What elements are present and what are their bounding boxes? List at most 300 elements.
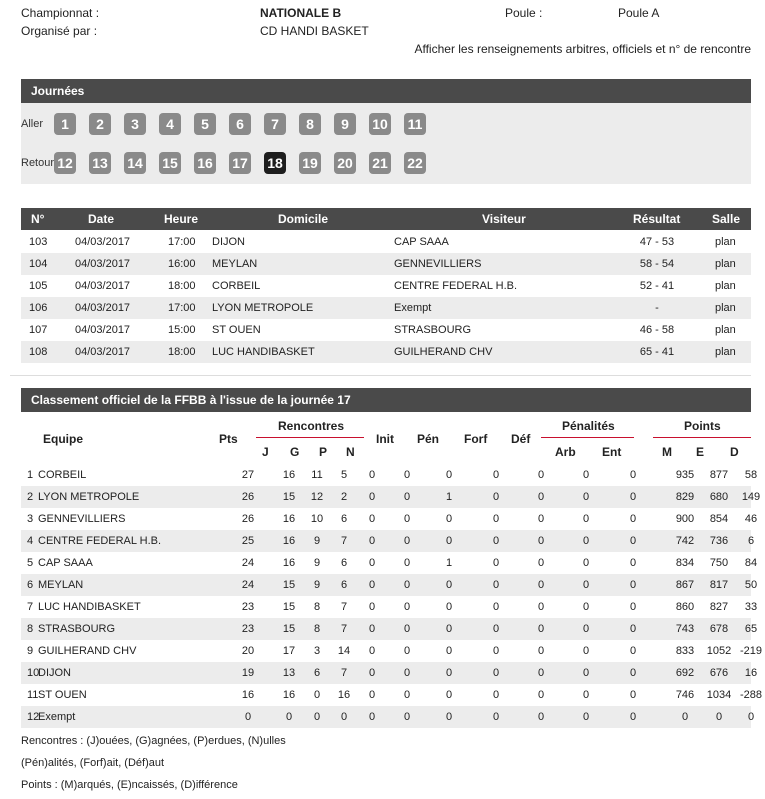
team-rank: 6 xyxy=(27,579,34,591)
stat-forf: 0 xyxy=(492,469,500,481)
col-resultat: Résultat xyxy=(633,212,681,226)
stat-e: 0 xyxy=(715,711,723,723)
table-row xyxy=(21,253,751,275)
stat-n: 0 xyxy=(368,557,376,569)
stat-e: 736 xyxy=(709,535,729,547)
hdr-forf: Forf xyxy=(464,432,488,446)
stat-g: 8 xyxy=(313,623,321,635)
table-row xyxy=(21,552,758,574)
day-button[interactable]: 9 xyxy=(334,113,356,135)
stat-e: 817 xyxy=(709,579,729,591)
hdr-def: Déf xyxy=(511,432,531,446)
stat-g: 9 xyxy=(313,557,321,569)
hdr-equipe: Equipe xyxy=(43,432,84,446)
hdr-rencontres: Rencontres xyxy=(278,419,345,433)
match-domicile: ST OUEN xyxy=(212,324,261,336)
stat-p: 2 xyxy=(340,491,348,503)
match-domicile: LYON METROPOLE xyxy=(212,302,314,314)
stat-pts: 24 xyxy=(241,579,255,591)
stat-init: 0 xyxy=(403,579,411,591)
team-rank: 10 xyxy=(27,667,40,679)
section-divider xyxy=(10,375,751,376)
stat-d: 46 xyxy=(744,513,758,525)
stat-e: 676 xyxy=(709,667,729,679)
table-row xyxy=(21,618,758,640)
col-domicile: Domicile xyxy=(278,212,329,226)
stat-ent: 0 xyxy=(629,623,637,635)
stat-init: 0 xyxy=(403,711,411,723)
stat-p: 6 xyxy=(340,557,348,569)
stat-m: 743 xyxy=(675,623,695,635)
hdr-pts: Pts xyxy=(219,432,238,446)
stat-arb: 0 xyxy=(582,557,590,569)
stat-def: 0 xyxy=(537,667,545,679)
stat-init: 0 xyxy=(403,513,411,525)
stat-pen: 1 xyxy=(445,557,453,569)
stat-j: 13 xyxy=(282,667,296,679)
day-button[interactable]: 12 xyxy=(54,152,76,174)
stat-def: 0 xyxy=(537,645,545,657)
stat-d: 50 xyxy=(744,579,758,591)
stat-def: 0 xyxy=(537,469,545,481)
hdr-ent: Ent xyxy=(602,445,622,459)
col-num: N° xyxy=(31,212,45,226)
team-name: LYON METROPOLE xyxy=(38,491,140,503)
stat-j: 0 xyxy=(285,711,293,723)
day-button[interactable]: 14 xyxy=(124,152,146,174)
stat-g: 9 xyxy=(313,579,321,591)
stat-arb: 0 xyxy=(582,491,590,503)
stat-n: 0 xyxy=(368,491,376,503)
match-visiteur: Exempt xyxy=(394,302,432,314)
rencontres-underline xyxy=(256,437,364,438)
stat-pen: 0 xyxy=(445,689,453,701)
points-underline xyxy=(653,437,751,438)
match-visiteur: STRASBOURG xyxy=(394,324,472,336)
stat-d: 6 xyxy=(747,535,755,547)
match-domicile: CORBEIL xyxy=(212,280,261,292)
team-name: CORBEIL xyxy=(38,469,87,481)
stat-pts: 26 xyxy=(241,491,255,503)
stat-def: 0 xyxy=(537,513,545,525)
stat-ent: 0 xyxy=(629,667,637,679)
stat-p: 0 xyxy=(340,711,348,723)
stat-forf: 0 xyxy=(492,513,500,525)
stat-p: 14 xyxy=(337,645,351,657)
stat-g: 0 xyxy=(313,689,321,701)
stat-e: 877 xyxy=(709,469,729,481)
stat-def: 0 xyxy=(537,601,545,613)
table-row xyxy=(21,341,751,363)
hdr-g: G xyxy=(290,445,300,459)
stat-ent: 0 xyxy=(629,557,637,569)
stat-ent: 0 xyxy=(629,579,637,591)
stat-d: 84 xyxy=(744,557,758,569)
day-button[interactable]: 19 xyxy=(299,152,321,174)
match-visiteur: CENTRE FEDERAL H.B. xyxy=(394,280,518,292)
stat-pts: 19 xyxy=(241,667,255,679)
stat-m: 900 xyxy=(675,513,695,525)
match-heure: 17:00 xyxy=(168,236,196,248)
table-row xyxy=(21,275,751,297)
team-name: LUC HANDIBASKET xyxy=(38,601,141,613)
stat-n: 0 xyxy=(368,513,376,525)
stat-j: 16 xyxy=(282,535,296,547)
stat-d: 58 xyxy=(744,469,758,481)
match-num: 105 xyxy=(29,280,48,292)
stat-p: 7 xyxy=(340,623,348,635)
team-name: STRASBOURG xyxy=(38,623,116,635)
hdr-n: N xyxy=(346,445,355,459)
stat-d: 0 xyxy=(747,711,755,723)
day-button[interactable]: 4 xyxy=(159,113,181,135)
stat-m: 692 xyxy=(675,667,695,679)
stat-def: 0 xyxy=(537,711,545,723)
salle-plan-link[interactable]: plan xyxy=(715,302,736,314)
stat-pts: 25 xyxy=(241,535,255,547)
match-num: 106 xyxy=(29,302,48,314)
stat-init: 0 xyxy=(403,535,411,547)
day-button[interactable]: 13 xyxy=(89,152,111,174)
team-name: GUILHERAND CHV xyxy=(38,645,137,657)
match-domicile: MEYLAN xyxy=(212,258,258,270)
match-visiteur: CAP SAAA xyxy=(394,236,449,248)
table-row xyxy=(21,508,758,530)
stat-init: 0 xyxy=(403,667,411,679)
hdr-arb: Arb xyxy=(555,445,576,459)
stat-j: 15 xyxy=(282,491,296,503)
match-date: 04/03/2017 xyxy=(75,346,131,358)
match-resultat: 65 - 41 xyxy=(639,346,675,358)
day-button[interactable]: 17 xyxy=(229,152,251,174)
table-row xyxy=(21,530,755,552)
stat-d: -288 xyxy=(739,689,763,701)
stat-m: 834 xyxy=(675,557,695,569)
stat-init: 0 xyxy=(403,557,411,569)
team-rank: 11 xyxy=(27,689,39,701)
stat-pen: 0 xyxy=(445,645,453,657)
poule-value: Poule A xyxy=(618,6,660,20)
match-resultat: 47 - 53 xyxy=(639,236,675,248)
stat-pts: 16 xyxy=(241,689,255,701)
salle-plan-link[interactable]: plan xyxy=(715,280,736,292)
stat-n: 0 xyxy=(368,623,376,635)
match-heure: 17:00 xyxy=(168,302,196,314)
table-row xyxy=(21,684,763,706)
stat-p: 16 xyxy=(337,689,351,701)
day-button[interactable]: 3 xyxy=(124,113,146,135)
day-button[interactable]: 2 xyxy=(89,113,111,135)
stat-forf: 0 xyxy=(492,623,500,635)
hdr-j: J xyxy=(262,445,269,459)
day-button[interactable]: 22 xyxy=(404,152,426,174)
stat-d: -219 xyxy=(739,645,763,657)
stat-n: 0 xyxy=(368,667,376,679)
stat-def: 0 xyxy=(537,689,545,701)
team-name: Exempt xyxy=(38,711,76,723)
stat-m: 0 xyxy=(681,711,689,723)
table-row xyxy=(21,231,751,253)
hdr-pen: Pén xyxy=(417,432,440,446)
stat-pen: 0 xyxy=(445,711,453,723)
stat-e: 827 xyxy=(709,601,729,613)
match-heure: 18:00 xyxy=(168,280,196,292)
table-row xyxy=(21,464,758,486)
stat-e: 1052 xyxy=(706,645,732,657)
stat-m: 833 xyxy=(675,645,695,657)
organise-value: CD HANDI BASKET xyxy=(260,24,369,38)
stat-ent: 0 xyxy=(629,513,637,525)
stat-ent: 0 xyxy=(629,711,637,723)
col-visiteur: Visiteur xyxy=(482,212,526,226)
stat-n: 0 xyxy=(368,535,376,547)
stat-pen: 0 xyxy=(445,535,453,547)
stat-forf: 0 xyxy=(492,711,500,723)
stat-ent: 0 xyxy=(629,535,637,547)
stat-forf: 0 xyxy=(492,579,500,591)
stat-j: 16 xyxy=(282,469,296,481)
stat-j: 16 xyxy=(282,557,296,569)
stat-e: 678 xyxy=(709,623,729,635)
journees-header: Journées xyxy=(21,79,751,103)
match-num: 104 xyxy=(29,258,48,270)
stat-j: 15 xyxy=(282,579,296,591)
stat-def: 0 xyxy=(537,623,545,635)
stat-e: 750 xyxy=(709,557,729,569)
hdr-points: Points xyxy=(684,419,721,433)
day-button[interactable]: 20 xyxy=(334,152,356,174)
stat-g: 11 xyxy=(311,469,323,481)
salle-plan-link[interactable]: plan xyxy=(715,324,736,336)
day-button[interactable]: 15 xyxy=(159,152,181,174)
team-rank: 5 xyxy=(27,557,34,569)
legend-penalites: (Pén)alités, (Forf)ait, (Déf)aut xyxy=(21,757,165,769)
table-row xyxy=(21,297,751,319)
team-rank: 1 xyxy=(27,469,34,481)
team-rank: 3 xyxy=(27,513,34,525)
stat-m: 746 xyxy=(675,689,695,701)
stat-g: 8 xyxy=(313,601,321,613)
stat-forf: 0 xyxy=(492,645,500,657)
stat-ent: 0 xyxy=(629,491,637,503)
stat-arb: 0 xyxy=(582,645,590,657)
col-date: Date xyxy=(88,212,115,226)
stat-pts: 27 xyxy=(241,469,255,481)
team-rank: 7 xyxy=(27,601,34,613)
match-heure: 18:00 xyxy=(168,346,196,358)
team-rank: 9 xyxy=(27,645,34,657)
salle-plan-link[interactable]: plan xyxy=(715,346,736,358)
stat-def: 0 xyxy=(537,579,545,591)
day-button[interactable]: 8 xyxy=(299,113,321,135)
stat-arb: 0 xyxy=(582,535,590,547)
table-row xyxy=(21,596,758,618)
stat-n: 0 xyxy=(368,711,376,723)
salle-plan-link[interactable]: plan xyxy=(715,258,736,270)
stat-g: 10 xyxy=(310,513,324,525)
stat-pen: 0 xyxy=(445,579,453,591)
championnat-label: Championnat : xyxy=(21,6,100,20)
stat-arb: 0 xyxy=(582,667,590,679)
stat-e: 1034 xyxy=(706,689,732,701)
stat-m: 829 xyxy=(675,491,695,503)
stat-d: 149 xyxy=(741,491,761,503)
stat-arb: 0 xyxy=(582,601,590,613)
match-visiteur: GUILHERAND CHV xyxy=(394,346,493,358)
legend-rencontres: Rencontres : (J)ouées, (G)agnées, (P)erdues, (N)ulles xyxy=(21,735,286,747)
stat-j: 15 xyxy=(282,623,296,635)
team-name: DIJON xyxy=(38,667,71,679)
day-button[interactable]: 10 xyxy=(369,113,391,135)
retour-label: Retour xyxy=(21,157,55,169)
stat-ent: 0 xyxy=(629,601,637,613)
stat-forf: 0 xyxy=(492,689,500,701)
stat-m: 935 xyxy=(675,469,695,481)
stat-pts: 26 xyxy=(241,513,255,525)
stat-p: 6 xyxy=(340,513,348,525)
day-button[interactable]: 5 xyxy=(194,113,216,135)
match-domicile: DIJON xyxy=(212,236,245,248)
table-row xyxy=(21,640,763,662)
col-heure: Heure xyxy=(164,212,199,226)
penalites-underline xyxy=(541,437,634,438)
organise-label: Organisé par : xyxy=(21,24,98,38)
stat-d: 65 xyxy=(744,623,758,635)
stat-g: 3 xyxy=(313,645,321,657)
hdr-init: Init xyxy=(376,432,394,446)
day-button-active[interactable]: 18 xyxy=(264,152,286,174)
hdr-penalites: Pénalités xyxy=(562,419,615,433)
match-date: 04/03/2017 xyxy=(75,280,131,292)
aller-label: Aller xyxy=(21,118,44,130)
hdr-m: M xyxy=(662,445,672,459)
stat-pts: 23 xyxy=(241,623,255,635)
stat-p: 7 xyxy=(340,667,348,679)
hdr-d: D xyxy=(730,445,739,459)
day-button[interactable]: 16 xyxy=(194,152,216,174)
stat-pen: 0 xyxy=(445,513,453,525)
match-heure: 15:00 xyxy=(168,324,196,336)
match-heure: 16:00 xyxy=(168,258,196,270)
stat-forf: 0 xyxy=(492,491,500,503)
stat-n: 0 xyxy=(368,601,376,613)
match-resultat: 46 - 58 xyxy=(639,324,675,336)
stat-m: 860 xyxy=(675,601,695,613)
matches-header xyxy=(21,208,751,230)
stat-pen: 0 xyxy=(445,667,453,679)
hdr-e: E xyxy=(696,445,705,459)
stat-def: 0 xyxy=(537,491,545,503)
salle-plan-link[interactable]: plan xyxy=(715,236,736,248)
stat-arb: 0 xyxy=(582,711,590,723)
stat-ent: 0 xyxy=(629,469,637,481)
stat-init: 0 xyxy=(403,469,411,481)
stat-d: 33 xyxy=(744,601,758,613)
stat-j: 15 xyxy=(282,601,296,613)
stat-def: 0 xyxy=(537,535,545,547)
team-name: CAP SAAA xyxy=(38,557,93,569)
day-button[interactable]: 11 xyxy=(404,113,426,135)
stat-n: 0 xyxy=(368,645,376,657)
stat-forf: 0 xyxy=(492,667,500,679)
day-button[interactable]: 7 xyxy=(264,113,286,135)
team-rank: 8 xyxy=(27,623,34,635)
team-name: CENTRE FEDERAL H.B. xyxy=(38,535,162,547)
stat-n: 0 xyxy=(368,689,376,701)
stat-arb: 0 xyxy=(582,689,590,701)
stat-j: 16 xyxy=(282,689,296,701)
standings-header: Classement officiel de la FFBB à l'issue de la journée 17 xyxy=(21,388,751,412)
stat-arb: 0 xyxy=(582,623,590,635)
stat-g: 9 xyxy=(313,535,321,547)
stat-p: 7 xyxy=(340,601,348,613)
stat-pts: 0 xyxy=(244,711,252,723)
day-button[interactable]: 6 xyxy=(229,113,251,135)
stat-g: 0 xyxy=(313,711,321,723)
day-button[interactable]: 21 xyxy=(369,152,391,174)
stat-forf: 0 xyxy=(492,535,500,547)
match-visiteur: GENNEVILLIERS xyxy=(394,258,482,270)
match-num: 103 xyxy=(29,236,48,248)
stat-pts: 20 xyxy=(241,645,255,657)
table-row xyxy=(21,662,758,684)
match-date: 04/03/2017 xyxy=(75,302,131,314)
stat-init: 0 xyxy=(403,689,411,701)
stat-init: 0 xyxy=(403,601,411,613)
match-domicile: LUC HANDIBASKET xyxy=(212,346,315,358)
stat-e: 680 xyxy=(709,491,729,503)
match-resultat: - xyxy=(655,302,659,314)
legend-points: Points : (M)arqués, (E)ncaissés, (D)ifférence xyxy=(21,779,238,791)
stat-g: 6 xyxy=(313,667,321,679)
stat-pts: 24 xyxy=(241,557,255,569)
match-num: 108 xyxy=(29,346,48,358)
show-officials-link[interactable]: Afficher les renseignements arbitres, officiels et n° de rencontre xyxy=(414,42,751,56)
match-date: 04/03/2017 xyxy=(75,236,131,248)
team-rank: 4 xyxy=(27,535,34,547)
stat-g: 12 xyxy=(310,491,324,503)
stat-pen: 0 xyxy=(445,601,453,613)
table-row xyxy=(21,486,761,508)
stat-forf: 0 xyxy=(492,601,500,613)
team-rank: 12 xyxy=(27,711,40,723)
stat-forf: 0 xyxy=(492,557,500,569)
day-button[interactable]: 1 xyxy=(54,113,76,135)
stat-def: 0 xyxy=(537,557,545,569)
team-name: ST OUEN xyxy=(38,689,87,701)
stat-m: 867 xyxy=(675,579,695,591)
stat-j: 17 xyxy=(282,645,296,657)
match-resultat: 52 - 41 xyxy=(639,280,675,292)
stat-p: 5 xyxy=(340,469,348,481)
stat-n: 0 xyxy=(368,469,376,481)
team-name: GENNEVILLIERS xyxy=(38,513,126,525)
stat-arb: 0 xyxy=(582,469,590,481)
stat-pts: 23 xyxy=(241,601,255,613)
stat-ent: 0 xyxy=(629,645,637,657)
stat-pen: 0 xyxy=(445,623,453,635)
hdr-p: P xyxy=(319,445,328,459)
stat-d: 16 xyxy=(744,667,758,679)
poule-label: Poule : xyxy=(505,6,543,20)
stat-pen: 1 xyxy=(445,491,453,503)
match-resultat: 58 - 54 xyxy=(639,258,675,270)
table-row xyxy=(21,319,751,341)
stat-init: 0 xyxy=(403,491,411,503)
table-row xyxy=(21,706,755,728)
stat-m: 742 xyxy=(675,535,695,547)
match-date: 04/03/2017 xyxy=(75,258,131,270)
